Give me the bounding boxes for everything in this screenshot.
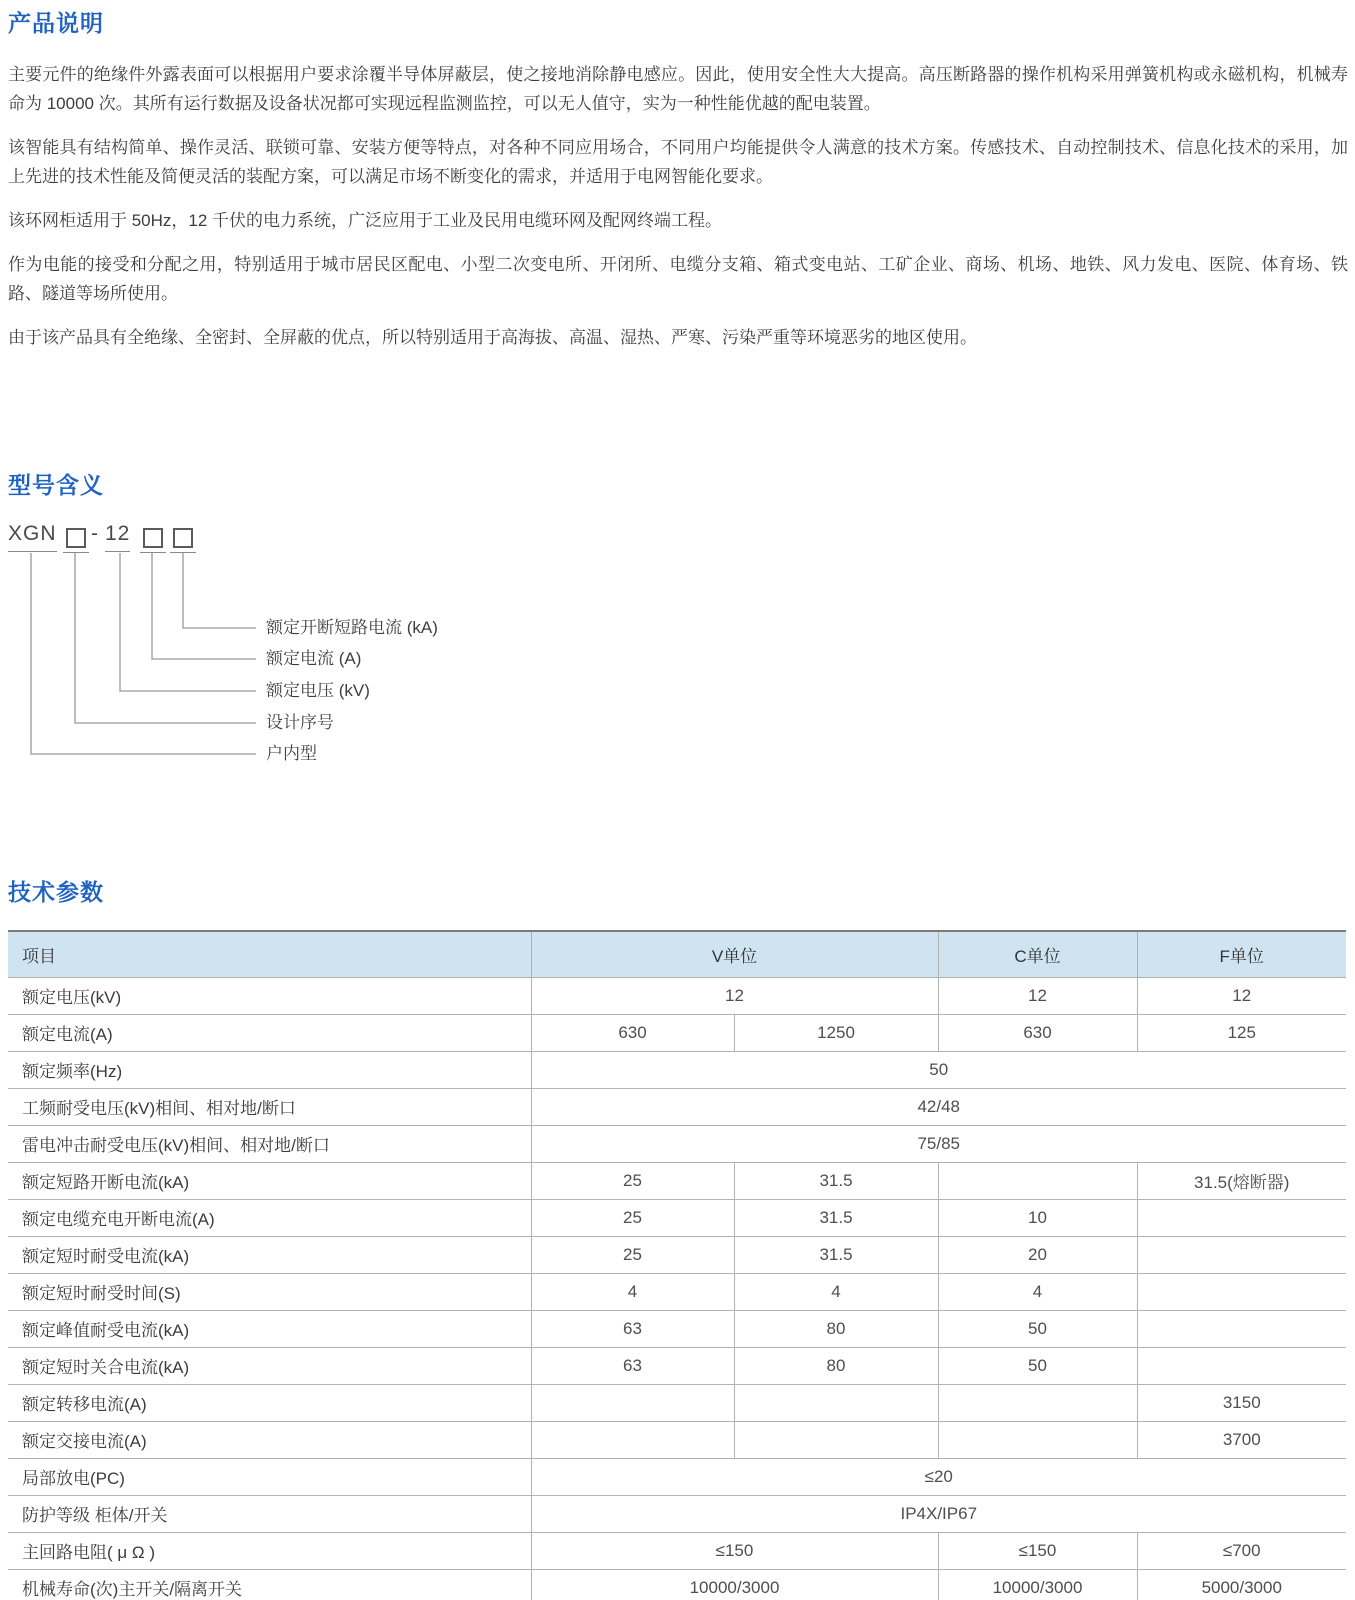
- param-value: 31.5: [734, 1236, 938, 1273]
- placeholder-box-icon: [66, 528, 86, 548]
- table-row: [8, 1532, 1346, 1569]
- param-value: 63: [531, 1310, 734, 1347]
- callout-label-indoor-type: 户内型: [266, 744, 317, 763]
- table-row: [8, 1495, 1346, 1532]
- param-label: 雷电冲击耐受电压(kV)相间、相对地/断口: [8, 1125, 531, 1162]
- placeholder-box-icon: [173, 528, 193, 548]
- param-value: [938, 1421, 1137, 1458]
- param-value: [734, 1421, 938, 1458]
- callout-line: [120, 553, 256, 691]
- table-row: [8, 1088, 1346, 1125]
- placeholder-box-icon: [143, 528, 163, 548]
- table-row: [8, 1273, 1346, 1310]
- table-body: [8, 977, 1346, 1600]
- param-value: 12: [1137, 977, 1346, 1014]
- table-row: [8, 1236, 1346, 1273]
- callout-line: [183, 553, 256, 628]
- column-header-item: 项目: [8, 931, 531, 977]
- param-label: 额定电缆充电开断电流(A): [8, 1199, 531, 1236]
- param-value: 3150: [1137, 1384, 1346, 1421]
- param-value: ≤700: [1137, 1532, 1346, 1569]
- param-label: 机械寿命(次)主开关/隔离开关: [8, 1569, 531, 1600]
- model-code-hyphen: -: [91, 522, 99, 545]
- param-value: [531, 1421, 734, 1458]
- description-paragraph: 该智能具有结构简单、操作灵活、联锁可靠、安装方便等特点，对各种不同应用场合，不同用户均能提供令人满意的技术方案。传感技术、自动控制技术、信息化技术的采用，加上先进的技术性能及简便灵活的装配方案，可以满足市场不断变化的需求，并适用于电网智能化要求。: [8, 138, 1348, 186]
- param-value: 4: [734, 1273, 938, 1310]
- callout-line: [152, 553, 256, 659]
- param-label: 额定短时耐受电流(kA): [8, 1236, 531, 1273]
- description-paragraph: 该环网柜适用于 50Hz，12 千伏的电力系统，广泛应用于工业及民用电缆环网及配网终端工程。: [8, 211, 723, 230]
- param-value: 20: [938, 1236, 1137, 1273]
- technical-parameters-table: [8, 930, 1346, 1600]
- param-label: 局部放电(PC): [8, 1458, 531, 1495]
- param-label: 额定电流(A): [8, 1014, 531, 1051]
- param-value: [1137, 1199, 1346, 1236]
- param-value: 10000/3000: [531, 1569, 938, 1600]
- param-value: [1137, 1273, 1346, 1310]
- param-value: [1137, 1347, 1346, 1384]
- model-code-current-box: [140, 522, 166, 553]
- param-label: 额定峰值耐受电流(kA): [8, 1310, 531, 1347]
- param-value: ≤20: [531, 1458, 1346, 1495]
- callout-label-rated-current: 额定电流 (A): [266, 649, 362, 668]
- param-value: 31.5(熔断器): [1137, 1162, 1346, 1199]
- param-value: 50: [531, 1051, 1346, 1088]
- table-header: [8, 931, 1346, 977]
- param-value: 10000/3000: [938, 1569, 1137, 1600]
- param-value: [1137, 1236, 1346, 1273]
- param-value: 50: [938, 1347, 1137, 1384]
- column-header-c-unit: C单位: [938, 931, 1137, 977]
- table-row: [8, 1310, 1346, 1347]
- param-value: 63: [531, 1347, 734, 1384]
- model-code-breaking-current-box: [170, 522, 196, 553]
- param-value: 125: [1137, 1014, 1346, 1051]
- table-row: [8, 1014, 1346, 1051]
- section-heading-technical-parameters: 技术参数: [8, 879, 104, 905]
- param-value: 42/48: [531, 1088, 1346, 1125]
- section-heading-product-description: 产品说明: [8, 10, 104, 36]
- param-label: 主回路电阻( μ Ω ): [8, 1532, 531, 1569]
- param-value: 80: [734, 1310, 938, 1347]
- description-paragraph: 由于该产品具有全绝缘、全密封、全屏蔽的优点，所以特别适用于高海拔、高温、湿热、严寒、污染严重等环境恶劣的地区使用。: [8, 328, 977, 347]
- param-value: [531, 1384, 734, 1421]
- model-code-voltage: 12: [105, 522, 130, 552]
- param-value: 12: [938, 977, 1137, 1014]
- table-row: [8, 977, 1346, 1014]
- param-value: 31.5: [734, 1162, 938, 1199]
- table-row: [8, 1347, 1346, 1384]
- param-label: 额定转移电流(A): [8, 1384, 531, 1421]
- param-value: [1137, 1310, 1346, 1347]
- table-row: [8, 1421, 1346, 1458]
- param-value: 75/85: [531, 1125, 1346, 1162]
- param-value: 31.5: [734, 1199, 938, 1236]
- param-value: 12: [531, 977, 938, 1014]
- callout-line: [75, 553, 256, 723]
- param-value: IP4X/IP67: [531, 1495, 1346, 1532]
- param-value: [734, 1384, 938, 1421]
- callout-label-design-series: 设计序号: [266, 713, 334, 732]
- param-value: 25: [531, 1199, 734, 1236]
- description-paragraph: 作为电能的接受和分配之用，特别适用于城市居民区配电、小型二次变电所、开闭所、电缆分支箱、箱式变电站、工矿企业、商场、机场、地铁、风力发电、医院、体育场、铁路、隧道等场所使用。: [8, 255, 1348, 303]
- callout-label-rated-voltage: 额定电压 (kV): [266, 681, 370, 700]
- column-header-f-unit: F单位: [1137, 931, 1346, 977]
- param-label: 工频耐受电压(kV)相间、相对地/断口: [8, 1088, 531, 1125]
- param-value: 4: [531, 1273, 734, 1310]
- param-value: ≤150: [531, 1532, 938, 1569]
- param-label: 额定电压(kV): [8, 977, 531, 1014]
- param-label: 额定频率(Hz): [8, 1051, 531, 1088]
- param-value: 25: [531, 1236, 734, 1273]
- column-header-v-unit: V单位: [531, 931, 938, 977]
- table-row: [8, 1458, 1346, 1495]
- param-label: 防护等级 柜体/开关: [8, 1495, 531, 1532]
- param-value: 50: [938, 1310, 1137, 1347]
- param-value: 1250: [734, 1014, 938, 1051]
- param-value: ≤150: [938, 1532, 1137, 1569]
- section-heading-model-meaning: 型号含义: [8, 472, 104, 498]
- param-value: [938, 1162, 1137, 1199]
- table-row: [8, 1569, 1346, 1600]
- param-value: 25: [531, 1162, 734, 1199]
- callout-line: [31, 553, 256, 754]
- callout-label-breaking-current: 额定开断短路电流 (kA): [266, 618, 438, 637]
- table-row: [8, 1051, 1346, 1088]
- table-row: [8, 1384, 1346, 1421]
- param-value: 4: [938, 1273, 1137, 1310]
- table-row: [8, 1162, 1346, 1199]
- param-label: 额定短时关合电流(kA): [8, 1347, 531, 1384]
- table-row: [8, 1125, 1346, 1162]
- param-label: 额定短路开断电流(kA): [8, 1162, 531, 1199]
- param-value: 630: [938, 1014, 1137, 1051]
- param-label: 额定短时耐受时间(S): [8, 1273, 531, 1310]
- param-value: 5000/3000: [1137, 1569, 1346, 1600]
- product-description-text: [8, 60, 1348, 367]
- param-value: 630: [531, 1014, 734, 1051]
- table-row: [8, 1199, 1346, 1236]
- param-value: 80: [734, 1347, 938, 1384]
- model-code-design-series-box: [63, 522, 89, 553]
- description-paragraph: 主要元件的绝缘件外露表面可以根据用户要求涂覆半导体屏蔽层，使之接地消除静电感应。因此，使用安全性大大提高。高压断路器的操作机构采用弹簧机构或永磁机构，机械寿命为 10000 次。其所有运行数据及设备状况都可实现远程监测监控，可以无人值守，实为一种性能优越的配电装置。: [8, 65, 1348, 113]
- param-value: 3700: [1137, 1421, 1346, 1458]
- model-code-prefix: XGN: [8, 522, 57, 552]
- param-label: 额定交接电流(A): [8, 1421, 531, 1458]
- param-value: [938, 1384, 1137, 1421]
- param-value: 10: [938, 1199, 1137, 1236]
- table-header-row: [8, 931, 1346, 977]
